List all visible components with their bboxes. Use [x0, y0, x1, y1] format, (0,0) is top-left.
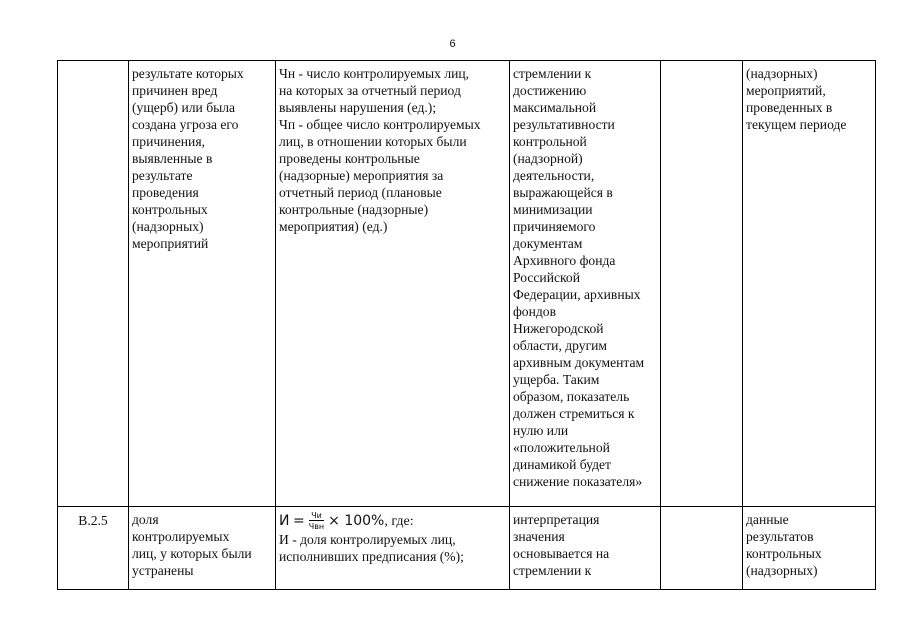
- indicator-number-cell: В.2.5: [58, 507, 129, 590]
- table-row: [58, 507, 876, 590]
- indicator-name-cell: доля контролируемых лиц, у которых были устранены: [129, 507, 276, 590]
- formula-expression: [279, 511, 414, 531]
- data-source-cell: данные результатов контрольных (надзорных): [743, 507, 876, 590]
- formula-equals: =: [292, 512, 305, 529]
- formula-where: , где:: [384, 513, 414, 529]
- data-source-cell: (надзорных) мероприятий, проведенных в текущем периоде: [743, 61, 876, 507]
- formula-numerator: Чи: [311, 511, 322, 520]
- formula-fraction: [309, 511, 324, 531]
- indicator-number-cell: [58, 61, 129, 507]
- table-row: [58, 61, 876, 507]
- formula-cell: Чн - число контролируемых лиц, на которых за отчетный период выявлены нарушения (ед.); Чп - общее число контролируемых лиц, в отношении которых были проведены контрольные (надзорные) мероприятия за отчетный период (плановые контрольные (надзорные) мероприятия) (ед.): [276, 61, 510, 507]
- indicators-table: [57, 60, 876, 590]
- formula-multiplier: × 100%: [328, 512, 385, 529]
- formula-explanation: И - доля контролируемых лиц, исполнивших предписания (%);: [279, 532, 464, 564]
- page-number: 6: [449, 38, 456, 50]
- indicator-name-cell: результате которых причинен вред (ущерб) или была создана угроза его причинения, выявленные в результате проведения контрольных (надзорных) мероприятий: [129, 61, 276, 507]
- formula-denominator: Чвн: [308, 522, 325, 531]
- target-value-cell: [661, 61, 743, 507]
- target-value-cell: [661, 507, 743, 590]
- interpretation-cell: стремлении к достижению максимальной результативности контрольной (надзорной) деятельности, выражающейся в минимизации причиняемого документам Архивного фонда Российской Федерации, архивных фондов Нижегородской области, другим архивным документам ущерба. Таким образом, показатель должен стремиться к нулю или «положительной динамикой будет снижение показателя»: [510, 61, 661, 507]
- formula-cell: [276, 507, 510, 590]
- formula-lhs: И: [279, 512, 290, 529]
- interpretation-cell: интерпретация значения основывается на стремлении к: [510, 507, 661, 590]
